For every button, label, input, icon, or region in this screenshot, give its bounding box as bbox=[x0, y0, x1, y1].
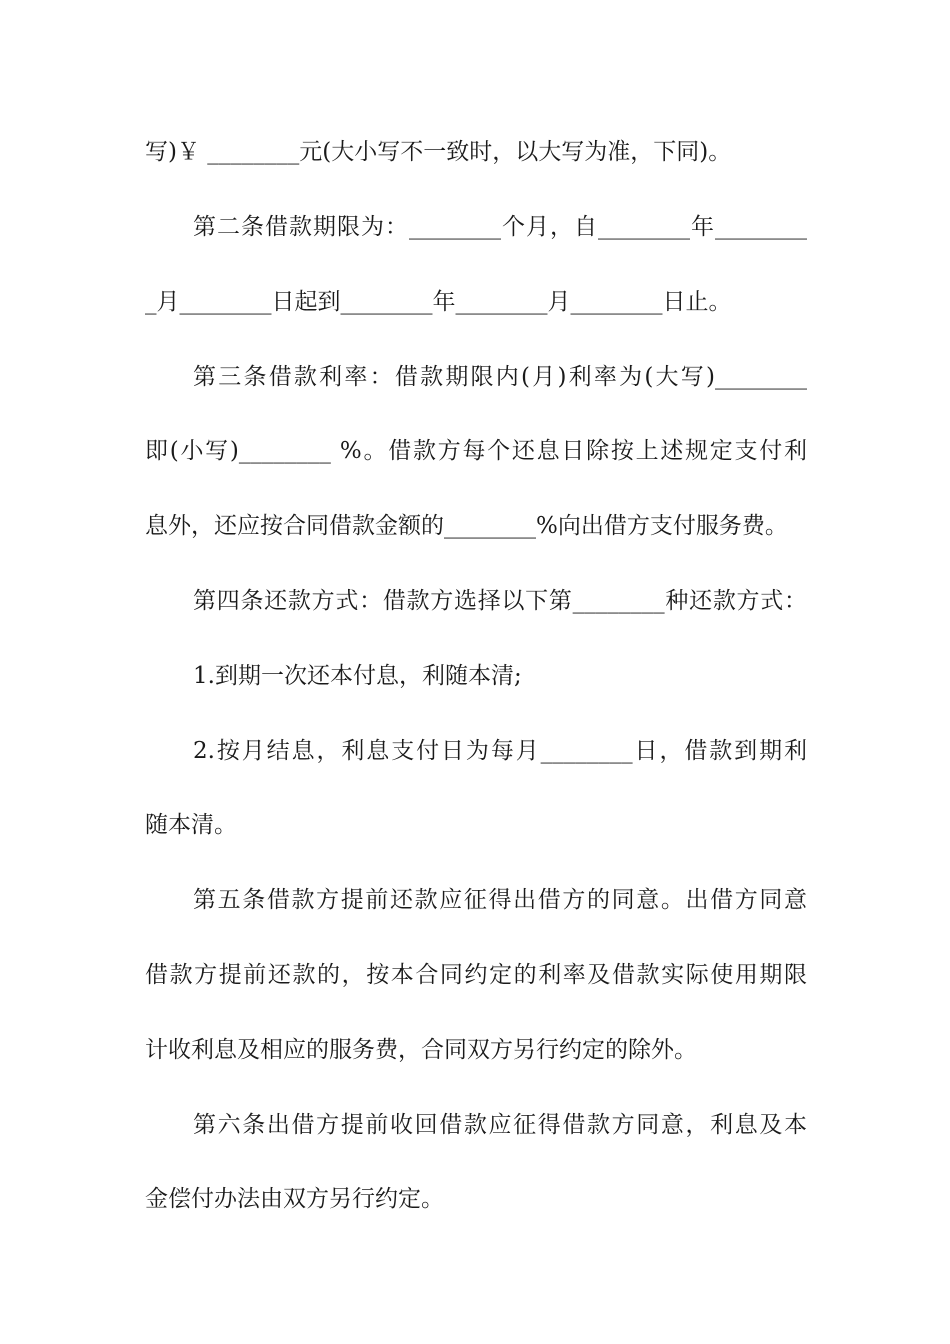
text-line: 2.按月结息，利息支付日为每月________日，借款到期利 bbox=[193, 738, 807, 764]
text-line: 即(小写)________ %。借款方每个还息日除按上述规定支付利 bbox=[145, 438, 807, 464]
text-line: 第五条借款方提前还款应征得出借方的同意。出借方同意 bbox=[193, 887, 807, 913]
text-line: 第二条借款期限为：________个月，自________年________ bbox=[193, 214, 807, 240]
text-line: 第三条借款利率：借款期限内(月)利率为(大写)________ bbox=[193, 364, 807, 390]
text-line: 计收利息及相应的服务费，合同双方另行约定的除外。 bbox=[145, 1037, 697, 1063]
text-line: 第四条还款方式：借款方选择以下第________种还款方式： bbox=[193, 588, 807, 614]
text-line: 1.到期一次还本付息，利随本清; bbox=[193, 663, 522, 689]
text-line: 息外，还应按合同借款金额的________%向出借方支付服务费。 bbox=[145, 513, 788, 539]
text-line: 借款方提前还款的，按本合同约定的利率及借款实际使用期限 bbox=[145, 962, 807, 988]
text-line: _月________日起到________年________月________日止。 bbox=[145, 289, 732, 315]
text-line: 金偿付办法由双方另行约定。 bbox=[145, 1186, 444, 1212]
text-line: 写)￥ ________元(大小写不一致时，以大写为准，下同)。 bbox=[145, 139, 732, 165]
text-line: 随本清。 bbox=[145, 812, 237, 838]
text-line: 第六条出借方提前收回借款应征得借款方同意，利息及本 bbox=[193, 1112, 807, 1138]
